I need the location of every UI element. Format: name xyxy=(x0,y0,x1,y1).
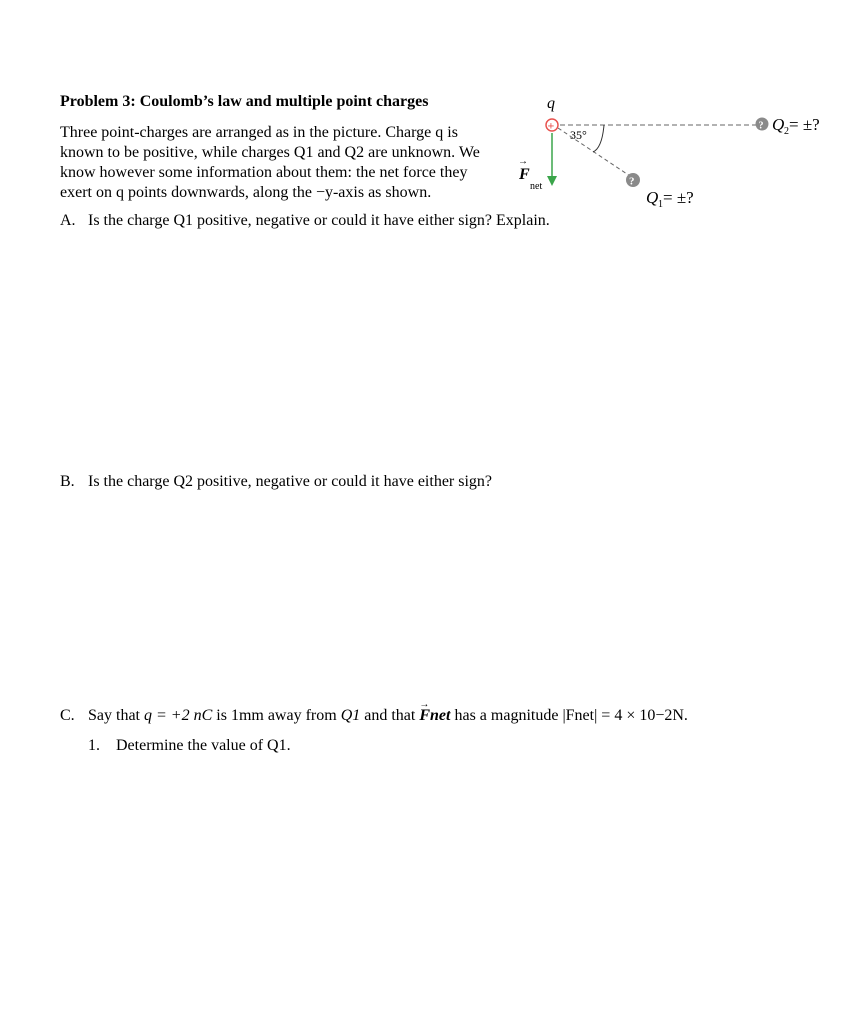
question-c-part3: and that xyxy=(364,707,416,724)
intro-line-2: known to be positive, while charges Q1 and Q2 are unknown. We xyxy=(60,144,480,161)
question-c-q-equation: q = +2 nC xyxy=(144,707,213,724)
intro-line-3: know however some information about them: the net force they xyxy=(60,164,468,181)
angle-label: 35° xyxy=(570,128,587,142)
problem-title: Problem 3: Coulomb’s law and multiple point charges xyxy=(60,93,429,110)
q1-subscript: 1 xyxy=(658,199,663,210)
charges-figure xyxy=(500,90,830,210)
force-arrowhead-icon xyxy=(547,176,557,186)
charge-q-plus: + xyxy=(547,118,555,133)
question-a-text: Is the charge Q1 positive, negative or could it have either sign? Explain. xyxy=(88,212,550,229)
q2-value: = ±? xyxy=(789,115,820,134)
question-c-label: C. xyxy=(60,707,75,724)
q2-question-mark: ? xyxy=(758,120,764,132)
fnet-symbol: F xyxy=(519,166,530,183)
question-c-magnitude: |Fnet| = 4 × 10−2N. xyxy=(562,707,688,724)
question-a-label: A. xyxy=(60,212,76,229)
question-b-text: Is the charge Q2 positive, negative or could it have either sign? xyxy=(88,473,493,490)
question-c-part4: has a magnitude xyxy=(454,707,559,724)
question-c-1-text: Determine the value of Q1. xyxy=(116,737,291,754)
q1-value: = ±? xyxy=(663,188,694,207)
q-label: q xyxy=(547,95,555,112)
question-c-fnet: → Fnet xyxy=(419,707,450,724)
question-b xyxy=(60,472,492,492)
fnet-vector-arrow: → xyxy=(518,156,528,167)
question-c-1 xyxy=(88,736,291,756)
angle-arc xyxy=(593,125,604,152)
q1-label: Q xyxy=(646,188,659,207)
question-a xyxy=(60,211,550,231)
question-b-label: B. xyxy=(60,473,75,490)
q1-question-mark: ? xyxy=(629,175,635,188)
intro-line-1: Three point-charges are arranged as in the picture. Charge q is xyxy=(60,124,458,141)
fnet-subscript: net xyxy=(530,181,543,192)
question-c-part2: is 1mm away from xyxy=(216,707,337,724)
question-c-part1: Say that xyxy=(88,707,140,724)
q2-subscript: 2 xyxy=(784,126,789,137)
intro-line-4: exert on q points downwards, along the −y-axis as shown. xyxy=(60,184,432,201)
q2-label: Q xyxy=(772,115,785,134)
question-c-q1: Q1 xyxy=(340,707,361,724)
question-c xyxy=(60,706,688,726)
question-c-1-label: 1. xyxy=(88,737,100,754)
problem-intro xyxy=(60,123,520,203)
